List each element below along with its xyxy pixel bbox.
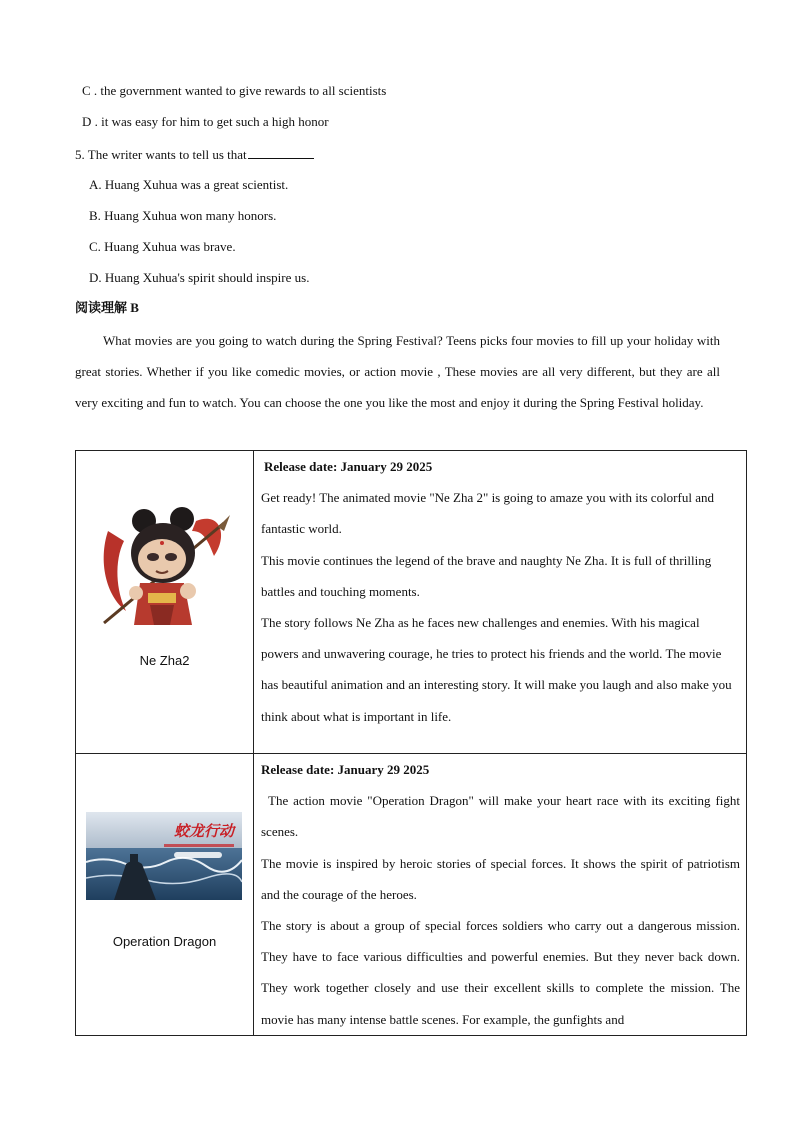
q5-option-c: C. Huang Xuhua was brave. — [89, 239, 236, 254]
operation-dragon-poster-image — [86, 812, 242, 900]
nezha-character-image — [96, 501, 230, 625]
movie-paragraph: The movie is inspired by heroic stories of special forces. It shows the spirit of patriotism and the courage of the heroes. — [261, 855, 740, 902]
poster-title: 蛟龙行动 — [173, 822, 235, 840]
movie-image-cell — [76, 451, 254, 754]
movie-paragraph: Get ready! The animated movie "Ne Zha 2" is going to amaze you with its colorful and fantastic world. — [261, 490, 714, 537]
movie-caption: Operation Dragon — [112, 934, 217, 949]
q5-option-b: B. Huang Xuhua won many honors. — [89, 208, 277, 223]
release-date: Release date: January 29 2025 — [264, 459, 433, 474]
section-heading: 阅读理解 B — [75, 300, 139, 315]
q5-option-a: A. Huang Xuhua was a great scientist. — [89, 177, 289, 192]
q5-stem-text: 5. The writer wants to tell us that — [75, 147, 247, 162]
movie-paragraph: The story is about a group of special forces soldiers who carry out a dangerous mission. They have to face various difficulties and powerful enemies. But they never back down. They work together closely and use their excellent skills to complete the mission. The movie has many intense battle scenes. For example, the gunfights and — [261, 918, 740, 1027]
movie-paragraph: The story follows Ne Zha as he faces new challenges and enemies. With his magical powers and unwavering courage, he tries to protect his friends and the world. The movie has beautiful animation and an interesting story. It will make you laugh and also make you think about what is important in life. — [261, 615, 732, 724]
movie-image-cell — [76, 754, 254, 1036]
release-date: Release date: January 29 2025 — [261, 762, 430, 777]
q5-stem — [75, 145, 314, 164]
movies-table — [75, 450, 747, 1036]
intro-paragraph — [75, 325, 720, 418]
movie-description-cell — [254, 754, 747, 1036]
table-row — [76, 451, 747, 754]
movie-paragraph — [261, 785, 740, 847]
movie-paragraph-text: The action movie "Operation Dragon" will make your heart race with its exciting fight scenes. — [261, 793, 740, 840]
table-row — [76, 754, 747, 1036]
movie-caption: Ne Zha2 — [139, 653, 190, 668]
q4-option-c: C . the government wanted to give rewards to all scientists — [82, 83, 387, 98]
answer-blank — [248, 145, 314, 159]
q5-option-d: D. Huang Xuhua's spirit should inspire us. — [89, 270, 310, 285]
q4-option-d: D . it was easy for him to get such a high honor — [82, 114, 329, 129]
intro-text: What movies are you going to watch during the Spring Festival? Teens picks four movies to fill up your holiday with great stories. Whether if you like comedic movies, or action movie , These movies are all very different, but they are all very exciting and fun to watch. You can choose the one you like the most and enjoy it during the Spring Festival holiday. — [75, 333, 720, 410]
movie-description-cell — [254, 451, 747, 754]
movie-paragraph: This movie continues the legend of the brave and naughty Ne Zha. It is full of thrilling battles and touching moments. — [261, 552, 712, 599]
